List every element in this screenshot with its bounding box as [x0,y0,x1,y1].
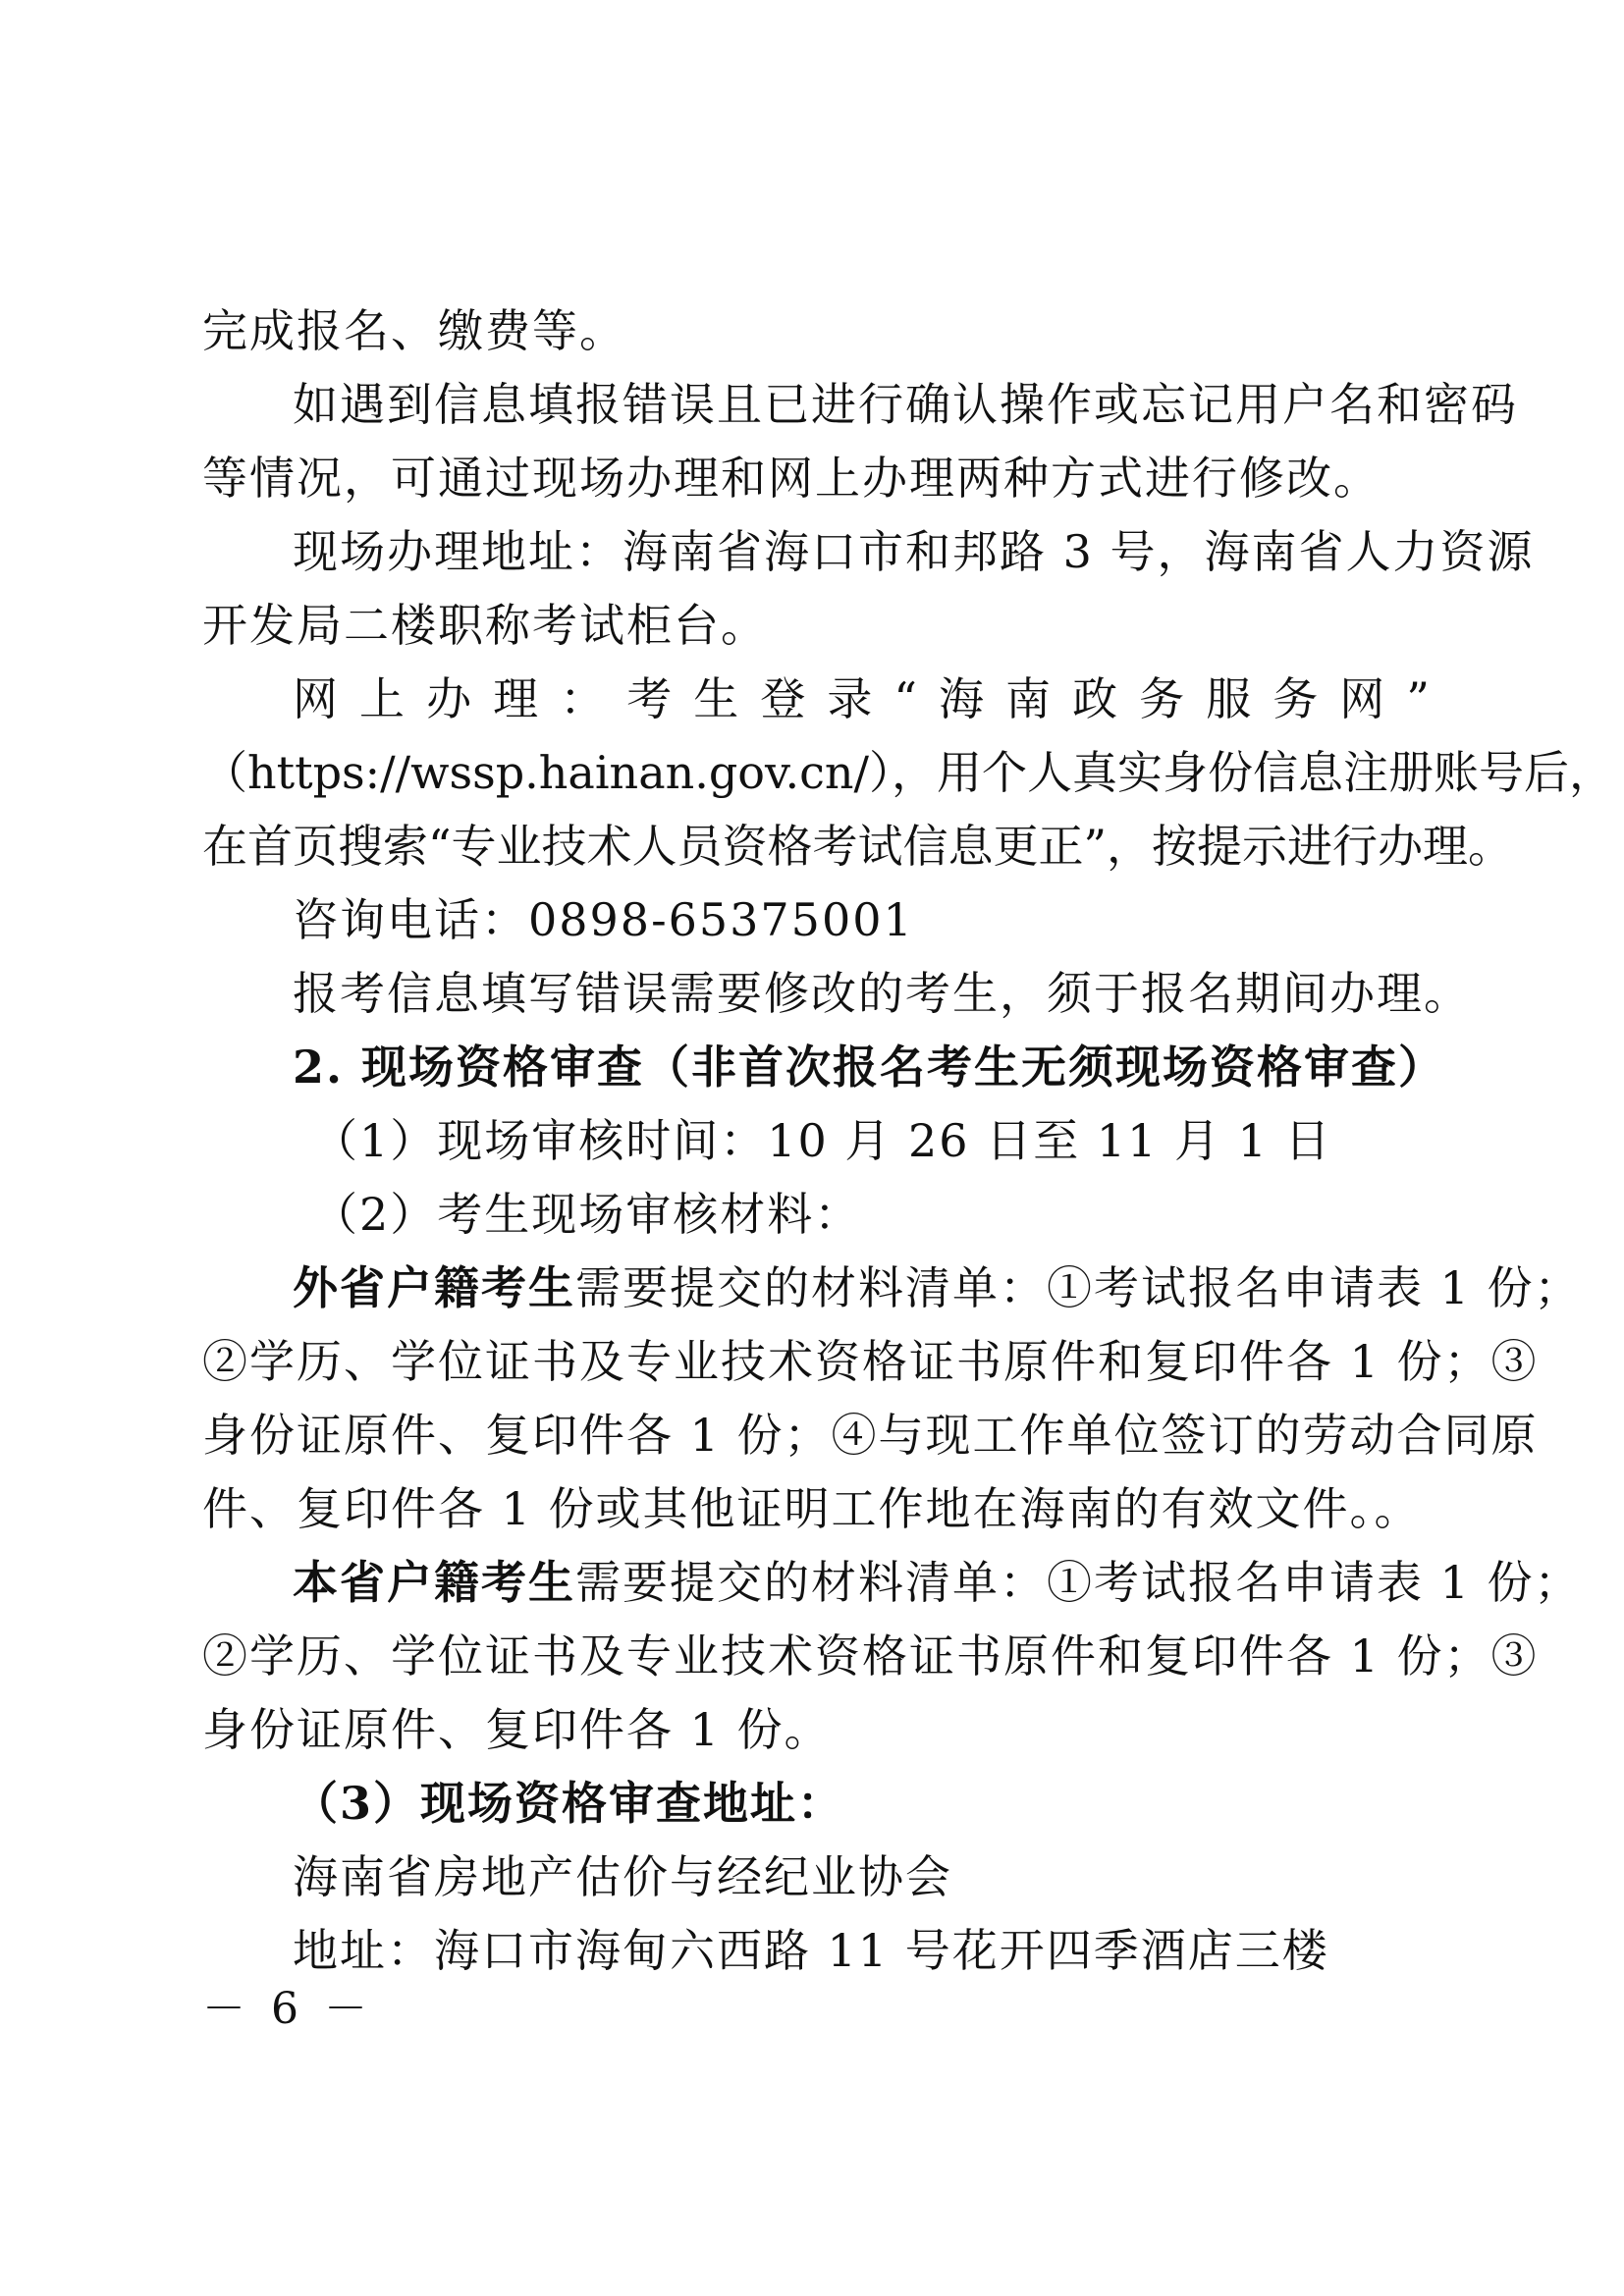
text-line-2: 如遇到信息填报错误且已进行确认操作或忘记用户名和密码 [293,378,1518,431]
spread-char: 南 [1005,672,1054,725]
spread-char: 理 [493,672,541,725]
spread-char: 网 [293,672,340,725]
text-line-materials-1: ②学历、学位证书及专业技术资格证书原件和复印件各 1 份；③ [202,1335,1539,1388]
address-line: 地址：海口市海甸六西路 11 号花开四季酒店三楼 [293,1924,1329,1977]
spread-char: 办 [426,672,474,725]
spread-char: 服 [1206,672,1254,725]
review-time-line: （1）现场审核时间：10 月 26 日至 11 月 1 日 [312,1114,1332,1167]
spread-char: 务 [1139,672,1187,725]
text-line-3: 等情况，可通过现场办理和网上办理两种方式进行修改。 [202,452,1380,505]
online-processing-line [202,663,1432,736]
spread-char: 政 [1072,672,1120,725]
spread-char: “ [893,672,919,725]
review-address-heading: （3）现场资格审查地址： [293,1777,845,1830]
spread-char: ” [1406,672,1432,725]
spread-char: 网 [1339,672,1387,725]
spread-char: 登 [760,672,808,725]
outer-province-line [202,1252,1582,1325]
text-line-materials-5: 身份证原件、复印件各 1 份。 [202,1703,832,1756]
text-line-5: 开发局二楼职称考试柜台。 [202,599,768,652]
review-materials-line: （2）考生现场审核材料： [312,1188,862,1241]
outer-province-label: 外省户籍考生 [293,1261,575,1314]
local-province-label: 本省户籍考生 [293,1556,575,1609]
spread-char: ： [560,672,608,725]
text-line-materials-4: ②学历、学位证书及专业技术资格证书原件和复印件各 1 份；③ [202,1629,1539,1682]
section-heading-2: 2. 现场资格审查（非首次报名考生无须现场资格审查） [293,1041,1446,1094]
outer-province-text: 需要提交的材料清单：①考试报名申请表 1 份； [575,1261,1582,1314]
text-line-materials-3: 件、复印件各 1 份或其他证明工作地在海南的有效文件。。 [202,1482,1422,1535]
text-line-deadline: 报考信息填写错误需要修改的考生，须于报名期间办理。 [293,967,1471,1020]
document-page [202,294,1615,1988]
local-province-line [202,1546,1582,1620]
page-number: － 6 － [202,1984,373,2034]
spread-char: 考 [626,672,675,725]
url-line: （https://wssp.hainan.gov.cn/），用个人真实身份信息注册账号后， [202,746,1615,799]
text-line-4: 现场办理地址：海南省海口市和邦路 3 号，海南省人力资源 [293,525,1535,578]
spread-char: 上 [359,672,407,725]
spread-char: 海 [939,672,986,725]
spread-char: 生 [693,672,741,725]
text-line-materials-2: 身份证原件、复印件各 1 份；④与现工作单位签订的劳动合同原 [202,1409,1539,1462]
text-line-search: 在首页搜索“专业技术人员资格考试信息更正”，按提示进行办理。 [202,820,1514,873]
phone-line: 咨询电话：0898-65375001 [293,893,914,946]
spread-char: 务 [1272,672,1321,725]
local-province-text: 需要提交的材料清单：①考试报名申请表 1 份； [575,1556,1582,1609]
spread-char: 录 [827,672,875,725]
text-line-1: 完成报名、缴费等。 [202,304,626,357]
association-name: 海南省房地产估价与经纪业协会 [293,1850,952,1903]
